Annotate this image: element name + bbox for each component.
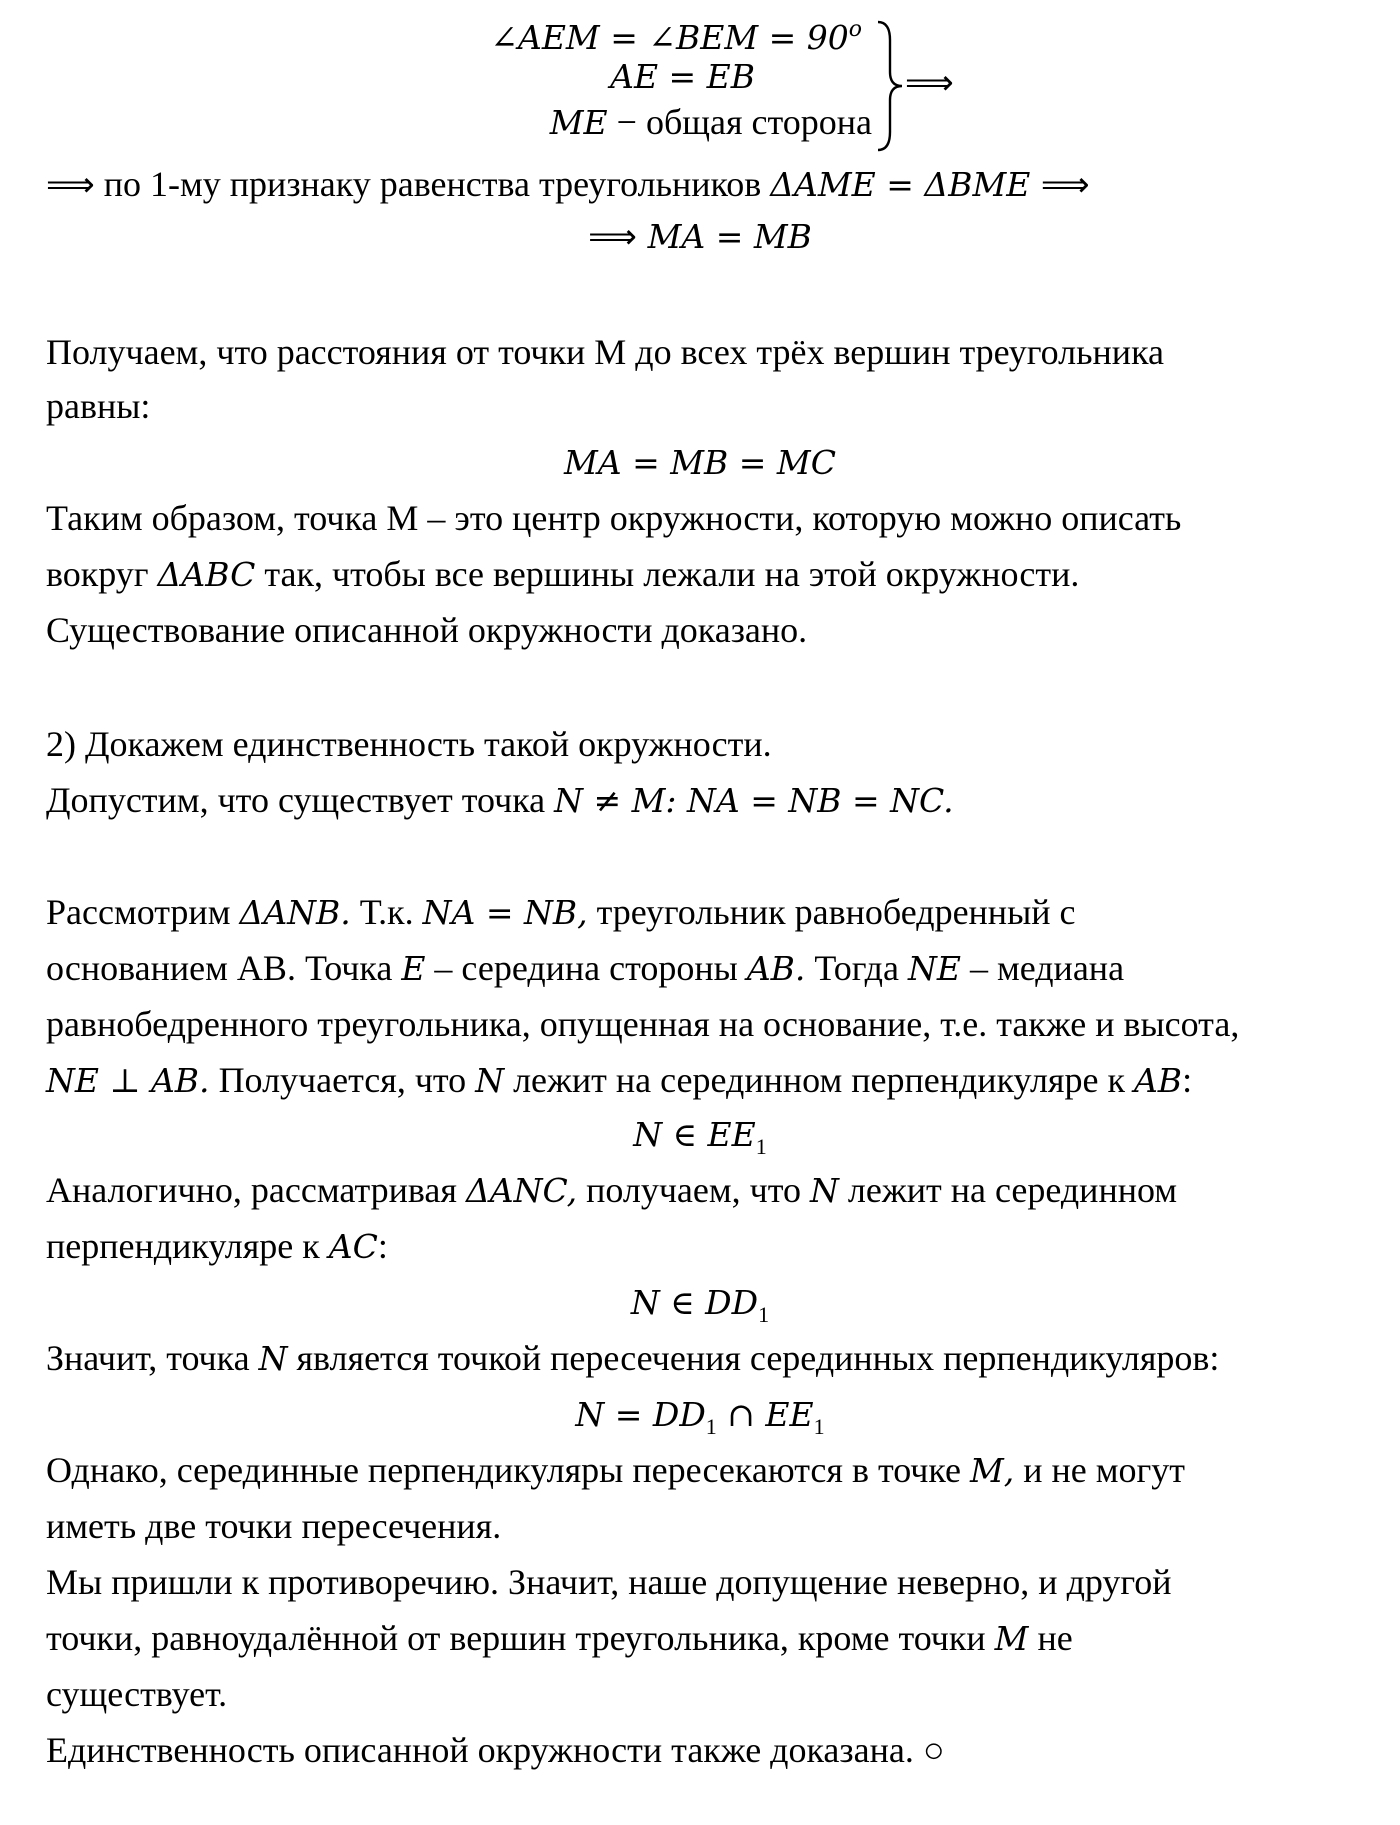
equality-system [0, 8, 1400, 148]
anb-line-1: Рассмотрим ΔANB. Т.к. NA = NB, треугольник равнобедренный с [46, 892, 1076, 932]
distances-line-1: Получаем, что расстояния от точки М до всех трёх вершин треугольника [46, 332, 1164, 372]
equation-n-intersection: $N = DD_1$ ∩ $EE_1$ [575, 1395, 825, 1440]
existence-proved: Существование описанной окружности доказано. [46, 610, 808, 650]
assumption-line: Допустим, что существует точка N ≠ M: NA = NB = NC. [46, 780, 954, 820]
thus-line-2: вокруг ΔABC так, чтобы все вершины лежали на этой окружности. [46, 554, 1080, 594]
uniqueness-proved: Единственность описанной окружности также доказана. ○ [46, 1730, 945, 1770]
distances-line-2: равны: [46, 386, 151, 426]
however-line-1: Однако, серединные перпендикуляры пересекаются в точке M, и не могут [46, 1450, 1186, 1490]
system-line-2: AE = EB [610, 57, 755, 96]
first-sign-line: ⟹ по 1-му признаку равенства треугольников ΔAME = ΔBME ⟹ [46, 164, 1090, 205]
system-line-3: ME − общая сторона [549, 102, 872, 142]
anb-line-2: основанием AB. Точка E – середина стороны AB. Тогда NE – медиана [46, 948, 1125, 988]
ma-equals-mb: ⟹ MA = MB [588, 217, 812, 257]
intersection-statement: Значит, точка N является точкой пересечения серединных перпендикуляров: [46, 1338, 1220, 1378]
part-2-title: 2) Докажем единственность такой окружности. [46, 724, 772, 764]
right-brace-icon [876, 20, 904, 152]
thus-line-1: Таким образом, точка М – это центр окружности, которую можно описать [46, 498, 1182, 538]
system-implication-arrow: ⟹ [905, 63, 954, 103]
contradiction-line-3: существует. [46, 1674, 228, 1714]
equation-n-in-dd1: N ∈ $DD_1$ [630, 1283, 770, 1328]
however-line-2: иметь две точки пересечения. [46, 1506, 502, 1546]
equation-n-in-ee1: N ∈ $EE_1$ [633, 1115, 767, 1160]
equation-all-equal: MA = MB = MC [564, 443, 836, 482]
system-line-1: ∠AEM = ∠BEM = $90^o$ [490, 17, 862, 57]
contradiction-line-2: точки, равноудалённой от вершин треугольника, кроме точки M не [46, 1618, 1073, 1658]
contradiction-line-1: Мы пришли к противоречию. Значит, наше допущение неверно, и другой [46, 1562, 1172, 1602]
anb-line-4: NE ⊥ AB. Получается, что N лежит на серединном перпендикуляре к AB: [46, 1060, 1193, 1100]
anb-line-3: равнобедренного треугольника, опущенная на основание, т.е. также и высота, [46, 1004, 1240, 1044]
anc-line-1: Аналогично, рассматривая ΔANC, получаем, что N лежит на серединном [46, 1170, 1178, 1210]
anc-line-2: перпендикуляре к AC: [46, 1226, 388, 1266]
